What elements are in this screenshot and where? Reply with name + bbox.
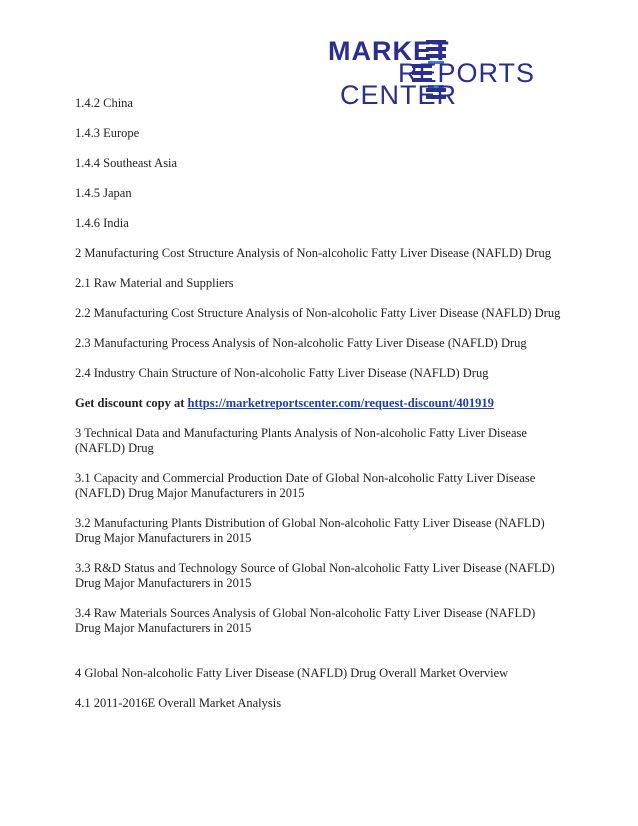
toc-item-3-4-line1: 3.4 Raw Materials Sources Analysis of Global Non-alcoholic Fatty Liver Disease (NAFLD) bbox=[75, 606, 536, 620]
toc-item-2: 2 Manufacturing Cost Structure Analysis of Non-alcoholic Fatty Liver Disease (NAFLD) Drug bbox=[75, 246, 551, 260]
toc-item-1-4-2: 1.4.2 China bbox=[75, 96, 133, 110]
toc-item-4: 4 Global Non-alcoholic Fatty Liver Disease (NAFLD) Drug Overall Market Overview bbox=[75, 666, 509, 680]
toc-item-2-1: 2.1 Raw Material and Suppliers bbox=[75, 276, 234, 290]
toc-item-1-4-4: 1.4.4 Southeast Asia bbox=[75, 156, 178, 170]
toc-item-1-4-5: 1.4.5 Japan bbox=[75, 186, 132, 200]
toc-item-3-1-line1: 3.1 Capacity and Commercial Production Date of Global Non-alcoholic Fatty Liver Disease bbox=[75, 471, 536, 485]
logo-line3: CENTER bbox=[340, 80, 458, 110]
toc-content bbox=[75, 96, 565, 711]
toc-item-1-4-3: 1.4.3 Europe bbox=[75, 126, 140, 140]
toc-item-3-4-line2: Drug Major Manufacturers in 2015 bbox=[75, 621, 252, 635]
toc-item-2-4: 2.4 Industry Chain Structure of Non-alcoholic Fatty Liver Disease (NAFLD) Drug bbox=[75, 366, 489, 380]
toc-item-1-4-6: 1.4.6 India bbox=[75, 216, 129, 230]
toc-item-3-line1: 3 Technical Data and Manufacturing Plants Analysis of Non-alcoholic Fatty Liver Disease bbox=[75, 426, 527, 440]
toc-item-3-3-line2: Drug Major Manufacturers in 2015 bbox=[75, 576, 252, 590]
logo-line1: MARKET bbox=[328, 36, 450, 66]
toc-item-3-1-line2: (NAFLD) Drug Major Manufacturers in 2015 bbox=[75, 486, 305, 500]
discount-line bbox=[75, 396, 565, 411]
discount-link[interactable]: https://marketreportscenter.com/request-discount/401919 bbox=[187, 396, 494, 410]
toc-item-3-4 bbox=[75, 606, 565, 636]
toc-item-3-line2: (NAFLD) Drug bbox=[75, 441, 154, 455]
toc-item-2-2: 2.2 Manufacturing Cost Structure Analysis of Non-alcoholic Fatty Liver Disease (NAFLD) Drug bbox=[75, 306, 561, 320]
toc-item-3-3 bbox=[75, 561, 565, 591]
discount-label: Get discount copy at bbox=[75, 396, 188, 410]
logo-line2: REPORTS bbox=[398, 58, 536, 88]
toc-item-4-1: 4.1 2011-2016E Overall Market Analysis bbox=[75, 696, 282, 710]
toc-item-3-3-line1: 3.3 R&D Status and Technology Source of Global Non-alcoholic Fatty Liver Disease (NAFLD) bbox=[75, 561, 555, 575]
toc-item-3-2-line2: Drug Major Manufacturers in 2015 bbox=[75, 531, 252, 545]
toc-item-2-3: 2.3 Manufacturing Process Analysis of Non-alcoholic Fatty Liver Disease (NAFLD) Drug bbox=[75, 336, 527, 350]
toc-item-3-2-line1: 3.2 Manufacturing Plants Distribution of Global Non-alcoholic Fatty Liver Disease (NAFLD) bbox=[75, 516, 545, 530]
toc-item-3-1 bbox=[75, 471, 565, 501]
toc-item-3-2 bbox=[75, 516, 565, 546]
toc-item-3 bbox=[75, 426, 565, 456]
